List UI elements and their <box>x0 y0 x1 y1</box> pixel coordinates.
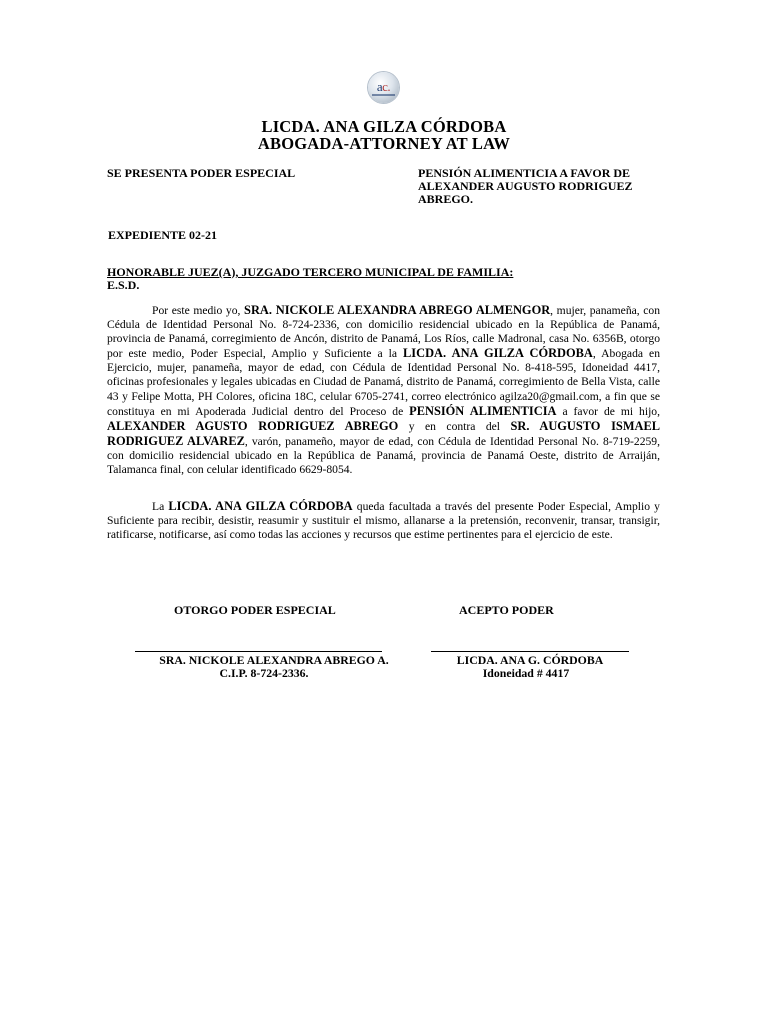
attorney-name-heading: LICDA. ANA GILZA CÓRDOBA <box>261 117 507 136</box>
attorney-heading: ACEPTO PODER <box>459 603 554 617</box>
text-run: , varón, panameño, mayor de edad, con Cédula de Identidad Personal No. 8-719-2259, con domicilio residencial ubicado en la República de Panamá, provincia de Panamá Oeste, distrito de Arraiján, Talamanca final, con celular identificado 6629-8054. <box>107 434 661 477</box>
bold-run: ALEXANDER AGUSTO RODRIGUEZ ABREGO <box>107 418 399 433</box>
text-run: a favor de mi hijo, <box>556 404 660 418</box>
attorney-signature-line <box>431 651 629 652</box>
text-run: Por este medio yo, <box>152 304 245 317</box>
esd-line: E.S.D. <box>107 278 140 292</box>
case-left-heading: SE PRESENTA PODER ESPECIAL <box>107 166 296 180</box>
bold-run: LICDA. ANA GILZA CÓRDOBA <box>168 499 353 513</box>
file-number: EXPEDIENTE 02-21 <box>108 228 218 242</box>
bold-run: PENSIÓN ALIMENTICIA <box>409 403 557 418</box>
attorney-title-heading: ABOGADA-ATTORNEY AT LAW <box>257 134 511 153</box>
attorney-name: LICDA. ANA G. CÓRDOBA <box>456 653 604 667</box>
firm-logo: ac. <box>368 72 399 103</box>
body-paragraph-2 <box>107 499 660 542</box>
text-run: , Abogada en Ejercicio, mujer, panameña, mayor de edad, con Cédula de Identidad Personal No. 8-418-595, Idoneidad 4417, oficinas profesionales y legales ubicadas en Ciudad de Panamá, distrito de Panamá, corregimiento de Bella Vista, calle 43 y Felipe Motta, PH Colores, oficina 18C, celular 6705-2741, correo electrónico agilza20@gmail.com, a fin que se constituya en mi Apoderada Judicial dentro del Proceso de <box>107 347 660 418</box>
body-paragraph-1 <box>107 303 660 477</box>
grantor-name: SRA. NICKOLE ALEXANDRA ABREGO A. <box>159 653 389 667</box>
text-run: , mujer, panameña, con Cédula de Identidad Personal No. 8-724-2336, con domicilio residencial ubicado en la República de Panamá, provincia de Panamá, corregimiento de Ancón, distrito de Panamá, Los Ríos, calle Madronal, casa No. 6356B, otorgo por este medio, Poder Especial, Amplio y Suficiente a la <box>107 304 661 361</box>
grantor-signature-line <box>135 651 382 652</box>
addressee-line: HONORABLE JUEZ(A), JUZGADO TERCERO MUNICIPAL DE FAMILIA: <box>107 265 514 279</box>
text-run: La <box>152 500 169 513</box>
grantor-id: C.I.P. 8-724-2336. <box>219 666 309 680</box>
case-right-heading: PENSIÓN ALIMENTICIA A FAVOR DE ALEXANDER AUGUSTO RODRIGUEZ ABREGO. <box>418 166 633 206</box>
bold-run: SR. AUGUSTO ISMAEL RODRIGUEZ ALVAREZ <box>107 418 660 448</box>
text-run: y en contra del <box>398 419 511 433</box>
bold-run: LICDA. ANA GILZA CÓRDOBA <box>403 346 593 361</box>
text-run: queda facultada a través del presente Poder Especial, Amplio y Suficiente para recibir, desistir, reasumir y sustituir el mismo, allanarse a la pretensión, reconvenir, transar, transigir, ratificarse, notificarse, así como todas las acciones y recursos que estime pertinentes para el ejercicio de este. <box>107 500 660 542</box>
attorney-id: Idoneidad # 4417 <box>482 666 570 680</box>
grantor-heading: OTORGO PODER ESPECIAL <box>174 603 336 617</box>
bold-run: SRA. NICKOLE ALEXANDRA ABREGO ALMENGOR <box>244 303 551 317</box>
